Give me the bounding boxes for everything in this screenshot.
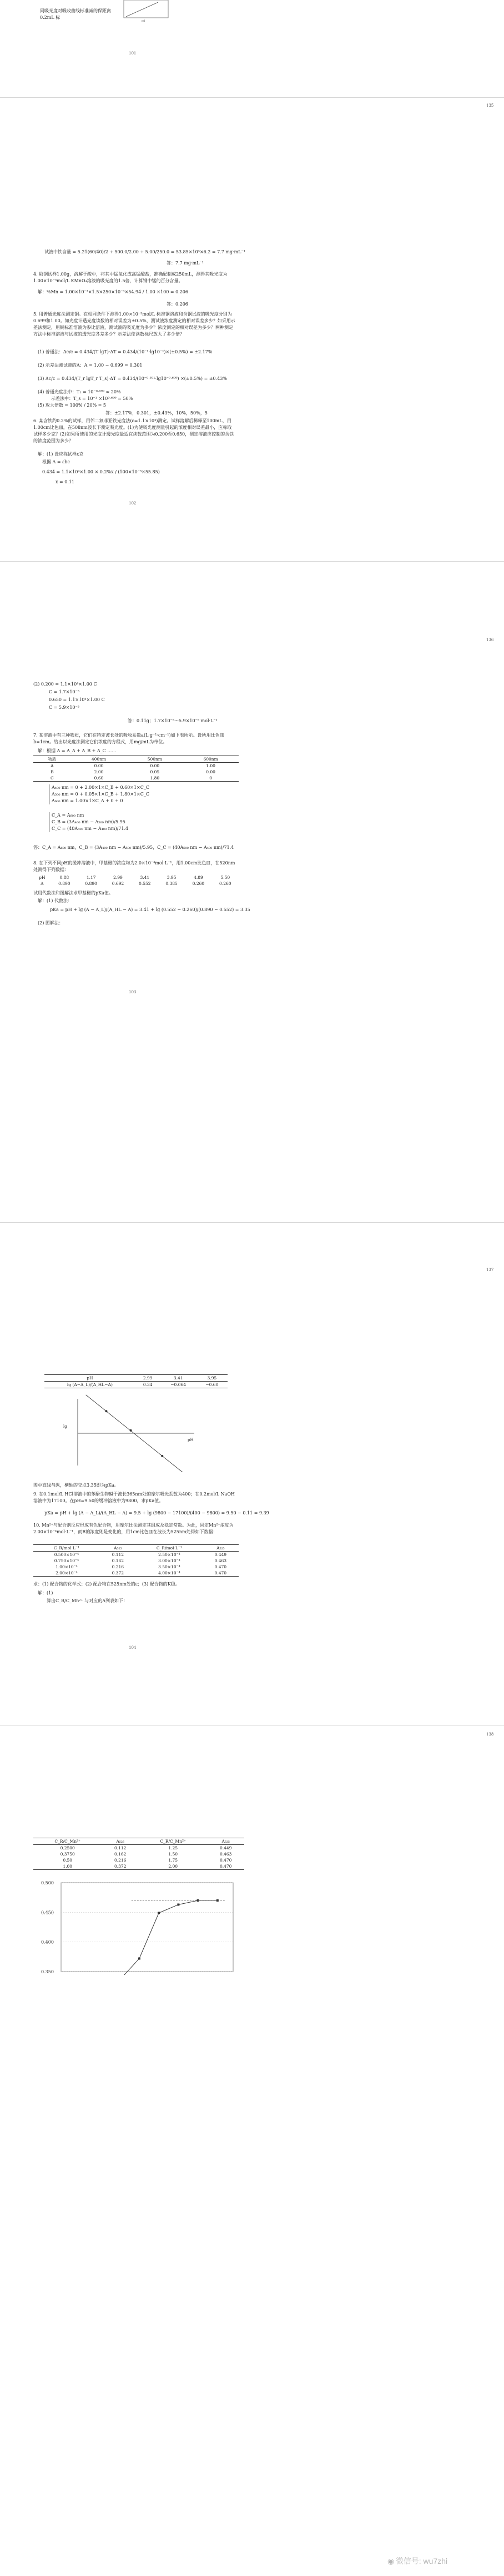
q6-part-2c: C = 5.9×10⁻⁵	[49, 705, 79, 710]
table-cell: 0.88	[59, 875, 69, 880]
data-point	[158, 1912, 160, 1914]
data-point	[161, 1455, 163, 1457]
table-row	[33, 1552, 239, 1558]
table-row	[33, 1570, 239, 1577]
ratio-absorbance-table	[33, 1838, 244, 1870]
table-cell: 0.34	[135, 1382, 160, 1388]
svg-text:ml: ml	[142, 19, 145, 22]
series-line	[80, 1900, 218, 1975]
q5-step-4: (4) 普通光度法中：T₁ = 10⁻⁰·⁶⁹⁹ ≈ 20%	[38, 389, 121, 394]
table-cell: 0.162	[114, 1852, 127, 1857]
table-cell: 0.385	[165, 881, 178, 886]
table-header: 400nm	[71, 756, 127, 763]
table-cell: 0.750×10⁻⁴	[54, 1558, 79, 1563]
log-ratio-table	[44, 1374, 228, 1388]
table-cell: 1.75	[168, 1858, 178, 1863]
q8-equation: pKa = pH + lg (A − A_L)/(A_HL − A) = 3.41 + lg (0.552 − 0.260)/(0.890 − 0.552) = 3.35	[50, 907, 250, 912]
x-axis-label: pH	[188, 1438, 194, 1442]
table-header: C_R/C_Mn²⁺	[33, 1838, 102, 1845]
table-cell: 3.50×10⁻⁴	[158, 1564, 180, 1569]
table-cell: 0.2500	[60, 1845, 75, 1850]
table-cell: 0.372	[102, 1863, 139, 1870]
table-header: 3.95	[196, 1375, 228, 1382]
answer: 答：0.11g；1.7×10⁻⁵～5.9×10⁻⁵ mol·L⁻¹	[128, 718, 218, 723]
answer: 答：0.206	[167, 302, 188, 307]
pka-graph	[61, 1394, 200, 1472]
q10-ask: 求：(1) 配合物的化学式；(2) 配合物在525nm处的ε；(3) 配合物的K稳。	[33, 1582, 180, 1587]
table-cell: 4.89	[194, 875, 203, 880]
table-cell: 0.00	[206, 769, 215, 774]
table-cell: 0.470	[214, 1564, 227, 1569]
table-cell: 0.449	[219, 1845, 232, 1850]
table-row	[33, 874, 239, 881]
q10-solution: 解：(1)	[38, 1590, 53, 1595]
q6-part-2b: 0.650 = 1.1×10⁴×1.00 C	[49, 697, 105, 702]
table-row	[33, 1845, 244, 1852]
y-tick-label: 0.500	[41, 1880, 54, 1885]
table-header: A₅₂₅	[203, 1545, 239, 1552]
table-header: 物质	[33, 756, 71, 763]
side-page-number: 136	[486, 638, 494, 642]
table-cell: 0.260	[219, 881, 231, 886]
table-header: 500nm	[127, 756, 183, 763]
page-number: 104	[129, 1645, 137, 1650]
table-cell: 0.463	[219, 1852, 232, 1857]
table-row	[33, 1863, 244, 1870]
watermark	[387, 2555, 447, 2567]
y-tick-label: 0.450	[41, 1910, 54, 1915]
data-point	[138, 1958, 140, 1960]
table-row	[33, 1558, 239, 1564]
q5-step-4b: 示差法中：T_s = 10⁻¹ ×10⁰·⁶⁹⁹ = 50%	[51, 396, 133, 401]
equation-line: C_A = A₆₀₀ nm	[52, 813, 84, 818]
table-row	[33, 775, 239, 782]
q6-solution: 解：(1) 设应称试样x克	[38, 452, 84, 457]
table-cell: 0.216	[112, 1564, 124, 1569]
table-cell: 0.60	[71, 775, 127, 782]
table-header: A₅₂₅	[207, 1838, 244, 1845]
table-header: C_R/mol·L⁻¹	[136, 1545, 203, 1552]
table-cell: −0.064	[160, 1382, 196, 1388]
table-cell: 0.372	[100, 1570, 136, 1577]
table-header: C_R/C_Mn²⁺	[139, 1838, 207, 1845]
table-header: 600nm	[183, 756, 239, 763]
table-cell: 0.216	[114, 1858, 127, 1863]
table-cell: 2.00×10⁻⁴	[33, 1570, 100, 1577]
table-cell: 2.00	[94, 769, 104, 774]
table-cell: 1.00×10⁻⁴	[56, 1564, 78, 1569]
equation-line: C_C = (40A₅₀₀ nm − A₄₀₀ nm)/71.4	[52, 826, 129, 831]
answer: 答：±2.17%，0.301，±0.43%，10%，50%，5	[105, 411, 208, 416]
y-tick-label: 0.400	[41, 1939, 54, 1945]
table-header: A₅₂₅	[100, 1545, 136, 1552]
table-cell: 5.50	[220, 875, 230, 880]
q8-part-2: (2) 图解法：	[38, 921, 63, 926]
methyl-orange-table	[33, 874, 239, 887]
table-row	[33, 769, 239, 775]
table-cell: 0.470	[219, 1858, 232, 1863]
question-4: 4. 取钢试样1.00g，溶解于酸中，将其中锰氧化成高锰酸盐，准确配制成250mL，测得其吸光度为1.00×10⁻³mol/L KMnO₄溶液的吸光度的1.5倍，计算钢中锰的百分含量。	[33, 272, 228, 283]
q6-part-2: (2) 0.200 = 1.1×10⁴×1.00 C	[33, 682, 97, 687]
table-cell: B	[51, 769, 54, 774]
table-cell: A	[41, 881, 44, 886]
table-cell: 0.50	[63, 1858, 73, 1863]
table-cell: pH	[39, 875, 46, 880]
question-9: 9. 在0.1mol/L HCl溶液中的苯酚生物碱于波长365nm处的摩尔吸光系数为400；在0.2mol/L NaOH溶液中为17100。在pH=9.50的缓冲溶液中为9800，求pKa值。	[33, 1492, 235, 1503]
table-cell: C	[33, 775, 71, 782]
table-cell: 0.162	[112, 1558, 124, 1563]
table-cell: 2.50×10⁻⁴	[158, 1552, 180, 1557]
table-cell: 3.41	[140, 875, 150, 880]
table-cell: 0.890	[58, 881, 70, 886]
table-row	[33, 1851, 244, 1857]
page-number: 101	[129, 51, 137, 56]
table-cell: 0.890	[85, 881, 97, 886]
table-cell: 0.500×10⁻⁴	[54, 1552, 79, 1557]
table-header: A₅₂₅	[102, 1838, 139, 1845]
mole-ratio-graph	[39, 1880, 239, 1975]
table-header: 2.99	[135, 1375, 160, 1382]
equation-line: A₆₀₀ nm = 1.00×1×C_A + 0 + 0	[52, 798, 123, 803]
table-cell: 0.470	[207, 1863, 244, 1870]
table-cell: 1.25	[168, 1845, 178, 1850]
table-cell: 1.80	[127, 775, 183, 782]
table-row	[33, 881, 239, 887]
table-cell: 0.3750	[60, 1852, 75, 1857]
q4-calc: 解：%Mn = 1.00×10⁻³×1.5×250×10⁻³×54.94 / 1.00 ×100 = 0.206	[38, 289, 188, 294]
table-cell: 0.260	[192, 881, 205, 886]
data-point	[105, 1410, 107, 1412]
page-number: 103	[129, 990, 137, 994]
table-header: C_R/mol·L⁻¹	[33, 1545, 100, 1552]
table-cell: 0.112	[112, 1552, 124, 1557]
mole-ratio-table	[33, 1544, 239, 1577]
question-5: 5. 用普通光度法测定铜。在相同条件下测得1.00×10⁻³mol/L 标准铜溶液和含铜试液的吸光度分别为0.699和1.00。如光度计透光度读数的相对误差为±0.5%，测试液浓度测定的相对误差多少？如采用示差法测定，用铜标准溶液为参比溶液，测试液的吸光度为多少？浓度测定的相对误差为多少？两种测定方法中标准溶液与试液的透光度各差多少？示差法使读数标尺放大了多少倍？	[33, 312, 235, 337]
y-axis-label: lg	[63, 1424, 67, 1429]
q8-conclusion: 图中直线与纵，横轴的交点3.35即为pKa。	[33, 1483, 119, 1488]
q9-equation: pKa = pH + lg (A − A_L)/(A_HL − A) = 9.5 + lg (9800 − 17100)/(400 − 9800) = 9.50 − 0.11 = 9.39	[44, 1510, 269, 1515]
table-cell: 0.00	[150, 763, 160, 768]
table-cell: 1.00	[206, 763, 215, 768]
q8-part-b: 试用代数法和图解法求甲基橙的pKa值。	[33, 891, 113, 896]
q8-solution: 解：(1) 代数法：	[38, 898, 72, 903]
q5-step-5: (5) 放大倍数 = 100% / 20% = 5	[38, 403, 106, 408]
table-cell: 0.463	[214, 1558, 227, 1563]
table-header: pH	[44, 1375, 135, 1382]
q5-step-2: (2) 示差法测试液的A：A = 1.00 − 0.699 = 0.301	[38, 363, 143, 368]
table-cell: −0.60	[196, 1382, 228, 1388]
page1-line-2: 0.2mL 标	[40, 15, 61, 20]
q5-step-3: (3) Δc/c = 0.434/(T_r lgT_r T_s)·ΔT = 0.434/(10⁻⁰·³⁰¹·lg10⁻⁰·⁶⁹⁹) ×(±0.5%) = ±0.43%	[38, 376, 227, 381]
equation-line: C_B = (3A₄₀₀ nm − A₅₀₀ nm)/5.95	[52, 819, 125, 824]
answer: 答：7.7 mg·mL⁻¹	[167, 261, 204, 266]
table-cell: 0.692	[112, 881, 124, 886]
table-cell: 1.00	[33, 1863, 102, 1870]
table-cell: 0.05	[150, 769, 160, 774]
table-cell: 0	[183, 775, 239, 782]
q6-line-1: 根据 A = εbc	[42, 459, 70, 464]
table-cell: 0.470	[203, 1570, 239, 1577]
table-cell: lg (A−A_L)/(A_HL−A)	[44, 1382, 135, 1388]
table-cell: 0.552	[139, 881, 151, 886]
table-cell: 3.95	[167, 875, 177, 880]
table-cell: 4.00×10⁻⁴	[136, 1570, 203, 1577]
top-figure	[108, 0, 175, 22]
absorptivity-table	[33, 756, 239, 782]
q10-solution-2: 算出C_R/C_Mn²⁺ 与对应的A列表如下：	[47, 1598, 128, 1603]
content-equation: 试液中铁含量 = 5.21(60/40)/2 ÷ 500.0/2.00 ÷ 5.00/250.0 = 53.85×10³×6.2 = 7.7 mg·mL⁻¹	[44, 249, 245, 254]
q7-solution: 解：根据 A = A_A + A_B + A_C ……	[38, 748, 117, 753]
page1-line-1: 同吸光度对吸收曲线标准减的保距离	[40, 8, 111, 13]
table-cell: 1.50	[168, 1852, 178, 1857]
side-page-number: 135	[486, 103, 494, 108]
table-row	[33, 1857, 244, 1863]
table-row	[44, 1382, 228, 1388]
fit-line	[86, 1395, 183, 1472]
table-cell: 2.99	[113, 875, 123, 880]
q6-line-2: 0.434 = 1.1×10⁴×1.00 × 0.2%x / (100×10⁻³×55.85)	[42, 469, 160, 474]
table-header: 3.41	[160, 1375, 196, 1382]
table-row	[33, 763, 239, 769]
question-7: 7. 某溶液中有三种物质，它们在特定波长处的吸收系数a(L·g⁻¹·cm⁻¹)如下表所示。设所用比色皿b=1cm。给出以光度法测定它们浓度的方程式，用mg/mL为单位。	[33, 733, 224, 744]
table-cell: 0.112	[114, 1845, 127, 1850]
table-cell: 2.00	[139, 1863, 207, 1870]
side-page-number: 137	[486, 1268, 494, 1272]
table-row	[33, 1564, 239, 1570]
equation-system-2	[49, 812, 128, 832]
table-cell: 0.449	[214, 1552, 227, 1557]
watermark-text: 微信号: wu7zhi	[395, 2557, 448, 2565]
table-cell: 3.00×10⁻⁴	[158, 1558, 180, 1563]
page-number: 102	[129, 501, 137, 506]
data-point	[130, 1429, 132, 1432]
wechat-icon: ◉	[387, 2557, 395, 2565]
q5-step-1: (1) 普通法：Δc/c = 0.434/(T lgT)·ΔT = 0.434/(10⁻¹·lg10⁻¹)×(±0.5%) = ±2.17%	[38, 349, 213, 354]
question-6: 6. 某含铁约0.2%的试样，用邻二氮菲亚铁光度法(ε=1.1×10⁴)测定。试样溶解后稀释至100mL，用1.00cm比色皿，在508nm波长下测定吸光度。(1)为使吸光度测量引起的浓度相对误差最小，应称取试样多少克？(2)如果所使用的光度计透光度最适宜读数范围为0.200至0.650，测定溶液应控制的含铁的浓度范围为多少？	[33, 418, 234, 443]
side-page-number: 138	[486, 1732, 494, 1737]
answer: 答：C_A = A₆₀₀ nm，C_B = (3A₄₀₀ nm − A₅₀₀ nm)/5.95，C_C = (40A₅₀₀ nm − A₄₀₀ nm)/71.4	[33, 845, 234, 850]
table-cell: 1.17	[86, 875, 96, 880]
table-cell: 0.00	[94, 763, 104, 768]
question-8: 8. 在下列不同pH的缓冲溶液中，甲基橙的浓度均为2.0×10⁻⁴mol·L⁻¹，用1.00cm比色皿，在520nm处测得下列数据：	[33, 861, 235, 872]
equation-line: A₄₀₀ nm = 0 + 2.00×1×C_B + 0.60×1×C_C	[52, 785, 149, 790]
equation-system-1	[49, 784, 149, 804]
q6-line-3: x = 0.11	[56, 479, 75, 484]
equation-line: A₅₀₀ nm = 0 + 0.05×1×C_B + 1.80×1×C_C	[52, 792, 149, 797]
data-point	[177, 1903, 179, 1905]
y-tick-label: 0.350	[41, 1969, 54, 1974]
q6-part-2a: C = 1.7×10⁻⁵	[49, 689, 79, 694]
question-10: 10. Mn²⁺与配合剂反应形成有色配合物，用摩尔比法测定其组成及稳定常数。为此，固定Mn²⁺浓度为2.00×10⁻⁴mol·L⁻¹，而R的浓度则是变化的，用1cm比色皿在波长为525nm处得如下数据：	[33, 1523, 234, 1534]
table-cell: A	[51, 763, 54, 768]
